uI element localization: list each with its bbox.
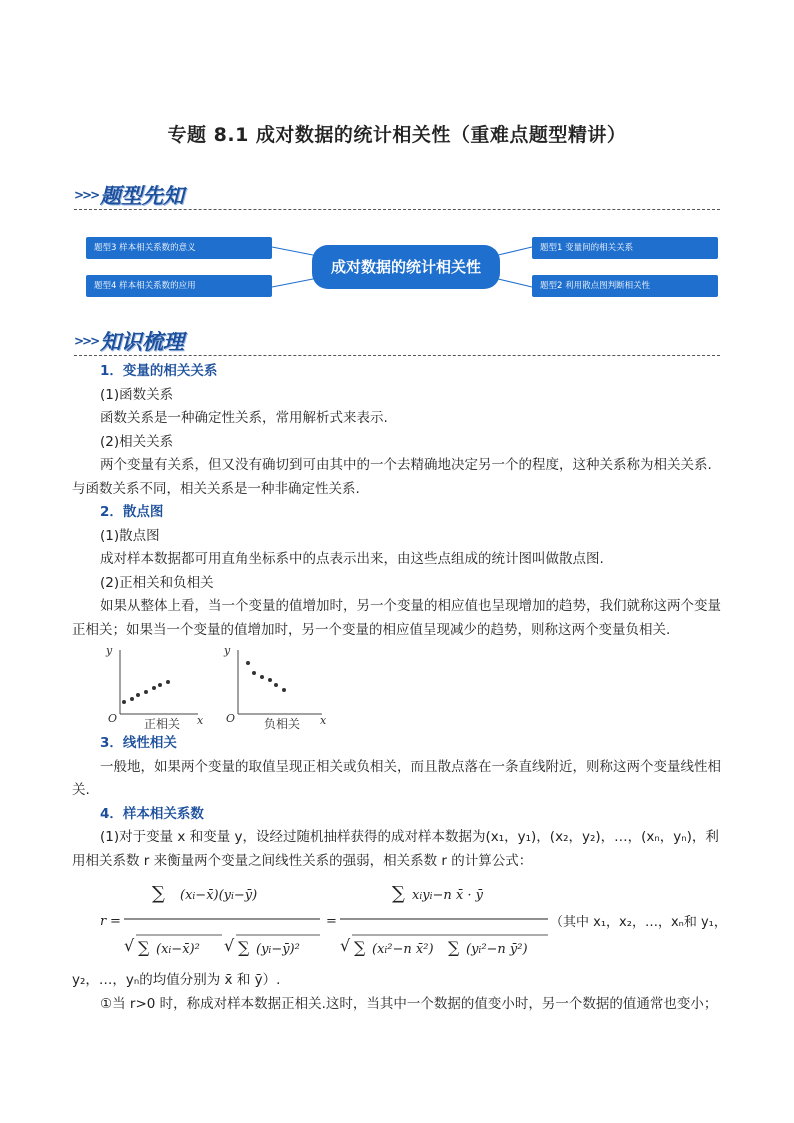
scatter-point (130, 697, 134, 701)
svg-text:(xi²−n x̄²): (xi²−n x̄²) (372, 942, 434, 957)
heading: 2．散点图 (100, 504, 164, 520)
figure-caption: 正相关 (144, 717, 181, 731)
subheading: (1)散点图 (100, 527, 160, 544)
scatter-point (246, 661, 250, 665)
svg-text:(xi−x̄)²: (xi−x̄)² (156, 942, 200, 957)
section-header-preview (74, 178, 720, 212)
dashed-divider (74, 209, 720, 210)
mind-map-node: 题型4 样本相关系数的应用 (86, 275, 272, 297)
subheading: (1)函数关系 (100, 386, 174, 403)
scatter-point (158, 683, 162, 687)
paragraph: 两个变量有关系，但又没有确切到可由其中的一个去精确地决定另一个的程度，这种关系称为相关关系.与函数关系不同，相关关系是一种非确定性关系. (72, 457, 712, 497)
formula-note: （其中 x₁，x₂，…，xₙ和 y₁， (550, 915, 727, 930)
scatter-point (144, 690, 148, 694)
paragraph: 如果从整体上看，当一个变量的值增加时，另一个变量的相应值也呈现增加的趋势，我们就称这两个变量正相关；如果当一个变量的值增加时，另一个变量的相应值呈现减少的趋势，则称这两个变量负相关. (72, 598, 721, 638)
mind-map-node: 题型1 变量间的相关关系 (532, 237, 718, 259)
section-label: 题型先知 (100, 184, 184, 208)
section-header-knowledge (74, 324, 720, 358)
paragraph: (1)对于变量 x 和变量 y，设经过随机抽样获得的成对样本数据为(x₁，y₁)，(x₂，y₂)，…，(xₙ，yₙ)，利用相关系数 r 来衡量两个变量之间线性关系的强弱，相关系数 r 的计算公式： (72, 829, 719, 869)
scatter-plots (100, 642, 400, 732)
scatter-point (274, 683, 278, 687)
page-title: 专题 8.1 成对数据的统计相关性（重难点题型精讲） (167, 124, 627, 146)
section-label: 知识梳理 (100, 330, 184, 354)
correlation-formula (72, 873, 727, 969)
paragraph: 成对样本数据都可用直角坐标系中的点表示出来，由这些点组成的统计图叫做散点图. (100, 551, 604, 567)
mind-map-node: 题型2 利用散点图判断相关性 (532, 275, 718, 297)
svg-text:∑: ∑ (354, 938, 366, 957)
paragraph: y₂，…，yₙ的均值分别为 x̄ 和 ȳ）. (72, 972, 281, 988)
dashed-divider (74, 355, 720, 356)
scatter-point (136, 693, 140, 697)
scatter-point (166, 680, 170, 684)
y-axis-label: y (224, 644, 231, 657)
svg-text:(yi²−n ȳ²): (yi²−n ȳ²) (466, 942, 528, 957)
svg-text:(yi−ȳ)²: (yi−ȳ)² (256, 942, 300, 957)
mind-map (86, 234, 718, 300)
origin-label: O (108, 712, 118, 725)
heading: 1．变量的相关关系 (100, 363, 218, 379)
svg-text:=: = (110, 914, 121, 929)
heading: 3．线性相关 (100, 735, 177, 751)
svg-text:r: r (100, 914, 107, 929)
subheading: (2)正相关和负相关 (100, 574, 214, 591)
knowledge-content (72, 360, 727, 1016)
svg-text:∑: ∑ (138, 938, 150, 957)
svg-text:(xi−x̄)(yi−ȳ): (xi−x̄)(yi−ȳ) (180, 888, 258, 903)
scatter-figures (72, 642, 722, 732)
svg-text:∑: ∑ (392, 883, 405, 904)
paragraph: 一般地，如果两个变量的取值呈现正相关或负相关，而且散点落在一条直线附近，则称这两个变量线性相关. (72, 758, 721, 798)
arrows-icon: >>> (74, 188, 99, 202)
x-axis-label: x (197, 714, 204, 727)
svg-text:√: √ (340, 936, 351, 955)
scatter-point (122, 700, 126, 704)
paragraph: 函数关系是一种确定性关系，常用解析式来表示. (100, 410, 388, 426)
origin-label: O (226, 712, 236, 725)
paragraph: ①当 r>0 时，称成对样本数据正相关.这时，当其中一个数据的值变小时，另一个数据的值通常也变小； (100, 995, 718, 1012)
figure-caption: 负相关 (264, 717, 301, 731)
svg-text:xiyi−n x̄ · ȳ: xiyi−n x̄ · ȳ (412, 888, 483, 903)
mind-map-center: 成对数据的统计相关性 (312, 245, 500, 289)
arrows-icon: >>> (74, 334, 99, 348)
formula-graphic (72, 873, 552, 969)
scatter-point (152, 686, 156, 690)
scatter-point (260, 675, 264, 679)
mind-map-node: 题型3 样本相关系数的意义 (86, 237, 272, 259)
svg-text:√: √ (224, 936, 235, 955)
y-axis-label: y (106, 644, 113, 657)
subheading: (2)相关关系 (100, 433, 174, 450)
svg-text:=: = (326, 914, 337, 929)
svg-text:∑: ∑ (448, 938, 460, 957)
scatter-point (268, 678, 272, 682)
scatter-point (282, 688, 286, 692)
svg-text:∑: ∑ (152, 883, 165, 904)
svg-text:∑: ∑ (238, 938, 250, 957)
x-axis-label: x (320, 714, 327, 727)
heading: 4．样本相关系数 (100, 805, 204, 822)
scatter-point (252, 671, 256, 675)
svg-text:√: √ (124, 936, 135, 955)
